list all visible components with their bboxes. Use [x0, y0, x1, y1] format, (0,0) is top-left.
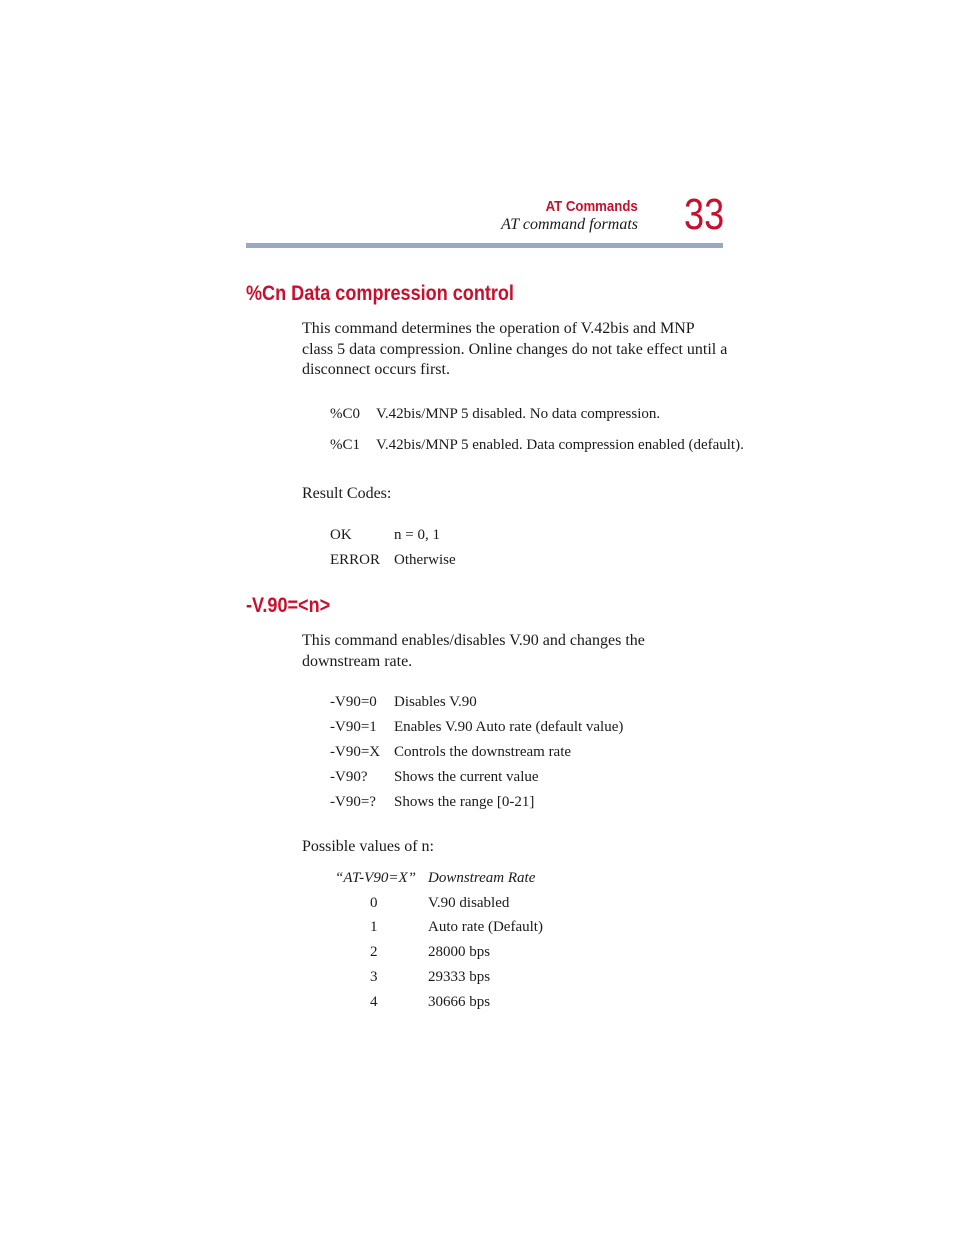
v90-option-code: -V90? [330, 769, 368, 785]
result-code: ERROR [330, 552, 381, 568]
v90-option-desc: Enables V.90 Auto rate (default value) [394, 719, 624, 735]
cn-description [302, 319, 732, 381]
cn-option-desc: V.42bis/MNP 5 enabled. Data compression enabled (default). [376, 437, 744, 453]
cn-option-code: %C0 [330, 406, 360, 422]
v90-description-line: downstream rate. [302, 652, 413, 670]
v90-option-code: -V90=1 [330, 719, 377, 735]
table-header-rate: Downstream Rate [428, 870, 536, 886]
result-code: OK [330, 527, 352, 543]
v90-option-code: -V90=0 [330, 694, 377, 710]
cn-heading: %Cn Data compression control [246, 282, 514, 305]
table-cell-rate: 29333 bps [428, 969, 491, 985]
header-rule [246, 243, 723, 248]
v90-description-line: This command enables/disables V.90 and changes the [302, 632, 645, 649]
v90-heading: -V.90=<n> [246, 594, 331, 617]
v90-option-desc: Shows the current value [394, 769, 539, 785]
cn-option-code: %C1 [330, 437, 360, 453]
chapter-title: AT Commands [545, 198, 638, 215]
cn-option-desc: V.42bis/MNP 5 disabled. No data compression. [376, 406, 661, 422]
possible-values-label: Possible values of n: [302, 838, 434, 855]
table-cell-rate: Auto rate (Default) [428, 919, 543, 935]
cn-description-line: disconnect occurs first. [302, 361, 450, 378]
v90-option-desc: Controls the downstream rate [394, 744, 572, 760]
v90-option-desc: Shows the range [0-21] [394, 794, 535, 810]
table-cell-x: 4 [370, 994, 378, 1010]
result-code-desc: n = 0, 1 [394, 527, 440, 543]
v90-option-desc: Disables V.90 [394, 694, 477, 710]
result-code-desc: Otherwise [394, 552, 456, 568]
table-cell-x: 1 [370, 919, 378, 935]
section-title: AT command formats [501, 216, 638, 233]
table-cell-rate: V.90 disabled [428, 895, 510, 911]
table-cell-x: 3 [370, 969, 378, 985]
table-cell-rate: 30666 bps [428, 994, 491, 1010]
v90-option-code: -V90=? [330, 794, 376, 810]
v90-description [302, 631, 732, 672]
table-cell-x: 0 [370, 895, 378, 911]
table-cell-rate: 28000 bps [428, 944, 491, 960]
v90-option-code: -V90=X [330, 744, 381, 760]
cn-description-line: This command determines the operation of V.42bis and MNP [302, 320, 695, 337]
result-codes-label: Result Codes: [302, 485, 392, 502]
table-header-x: “AT-V90=X” [335, 870, 416, 886]
table-cell-x: 2 [370, 944, 378, 960]
cn-description-line: class 5 data compression. Online changes do not take effect until a [302, 340, 728, 358]
page-number: 33 [684, 190, 725, 239]
